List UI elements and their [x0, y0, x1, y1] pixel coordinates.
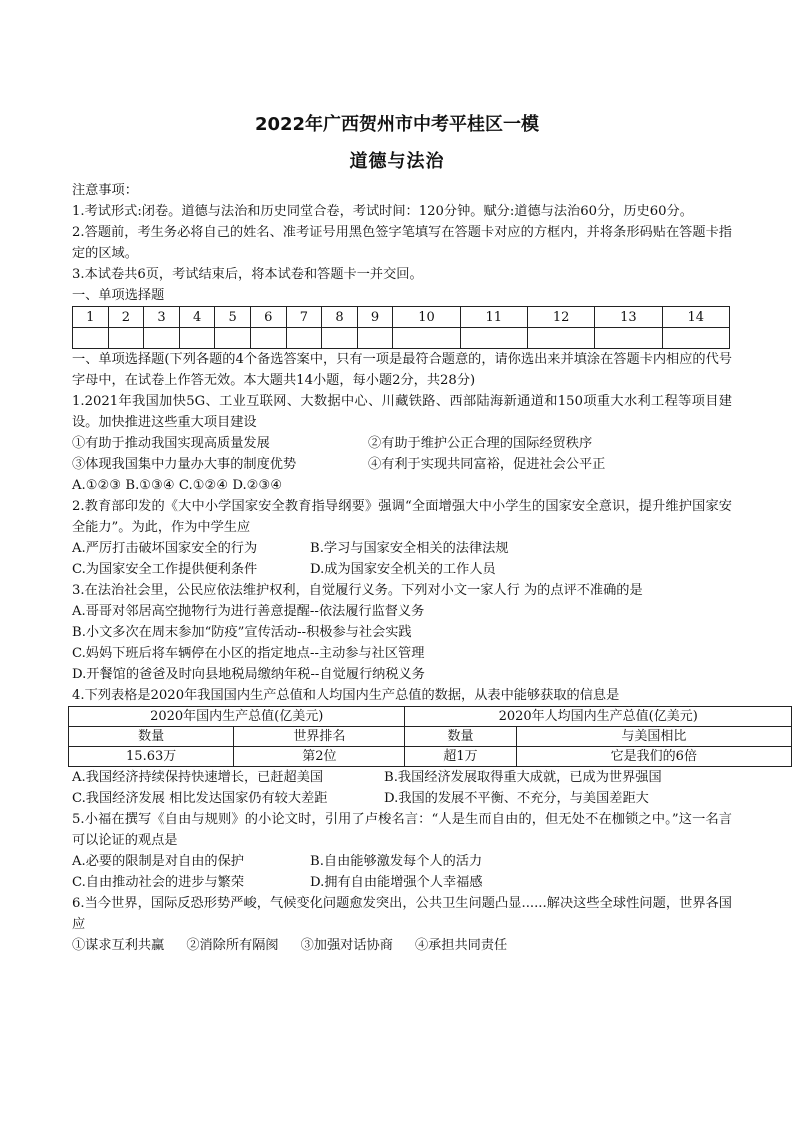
table-cell: 它是我们的6倍	[516, 747, 791, 767]
table-subheader: 与美国相比	[516, 727, 791, 747]
option-row	[72, 767, 794, 788]
table-subheader-row	[69, 727, 792, 747]
option-b: B.我国经济发展取得重大成就，已成为世界强国	[384, 770, 662, 785]
option-d: D.我国的发展不平衡、不充分，与美国差距大	[384, 791, 649, 806]
notice-heading: 注意事项：	[72, 183, 138, 198]
statement: ③加强对话协商	[300, 938, 393, 953]
question-stem: 4.下列表格是2020年我国国内生产总值和人均国内生产总值的数据，从表中能够获取的信息是	[72, 688, 620, 703]
option-d: D.拥有自由能增强个人幸福感	[310, 875, 483, 890]
option-d: D.开餐馆的爸爸及时向县地税局缴纳年税--自觉履行纳税义务	[72, 667, 425, 682]
section-intro: 一、单项选择题(下列各题的4个备选答案中，只有一项是最符合题意的，请你选出来并填涂在答题卡内相应的代号字母中，在试卷上作答无效。本大题共14小题，每小题2分，共28分)	[72, 352, 732, 388]
exam-title: 2022年广西贺州市中考平桂区一模	[254, 114, 540, 135]
answer-grid-number: 6	[250, 307, 286, 328]
question-stem: 6.当今世界，国际反恐形势严峻，气候变化问题愈发突出，公共卫生问题凸显......解决这些全球性问题，世界各国应	[72, 896, 732, 932]
answer-grid-number: 13	[595, 307, 662, 328]
answer-cell[interactable]	[215, 328, 251, 349]
option-c: C.妈妈下班后将车辆停在小区的指定地点--主动参与社区管理	[72, 646, 425, 661]
option-b: B.学习与国家安全相关的法律法规	[310, 541, 509, 556]
option-c: C.我国经济发展 相比发达国家仍有较大差距	[72, 791, 328, 806]
question-stem: 3.在法治社会里，公民应依法维护权利，自觉履行义务。下列对小文一家人行 为的点评不准确的是	[72, 583, 643, 598]
answer-options: A.①②③ B.①③④ C.①②④ D.②③④	[72, 478, 283, 493]
answer-grid-label: 一、单项选择题	[72, 288, 165, 303]
statement: ②消除所有隔阂	[186, 938, 279, 953]
table-subheader: 世界排名	[234, 727, 405, 747]
answer-cell[interactable]	[179, 328, 215, 349]
answer-grid-number: 2	[108, 307, 144, 328]
answer-grid-number: 12	[527, 307, 594, 328]
table-subheader: 数量	[405, 727, 516, 747]
answer-cell[interactable]	[144, 328, 180, 349]
answer-cell[interactable]	[250, 328, 286, 349]
answer-grid	[72, 306, 730, 349]
answer-cell[interactable]	[286, 328, 322, 349]
statement: ④有利于实现共同富裕，促进社会公平正	[368, 457, 606, 472]
statement-row	[72, 935, 732, 956]
option-a: A.必要的限制是对自由的保护	[72, 854, 244, 869]
answer-cell[interactable]	[527, 328, 594, 349]
option-b: B.小文多次在周末参加“防疫”宣传活动--积极参与社会实践	[72, 625, 412, 640]
answer-grid-number: 7	[286, 307, 322, 328]
table-subheader: 数量	[69, 727, 234, 747]
answer-grid-number: 10	[393, 307, 460, 328]
answer-grid-number: 8	[322, 307, 358, 328]
answer-cell[interactable]	[393, 328, 460, 349]
table-row	[69, 747, 792, 767]
table-cell: 超1万	[405, 747, 516, 767]
answer-cell[interactable]	[108, 328, 144, 349]
table-header: 2020年人均国内生产总值(亿美元)	[405, 707, 792, 727]
statement: ①有助于推动我国实现高质量发展	[72, 436, 270, 451]
statement-row	[72, 454, 732, 475]
exam-content	[72, 180, 732, 956]
option-row	[72, 851, 732, 872]
answer-grid-numbers	[73, 307, 730, 328]
option-row	[72, 872, 732, 893]
table-cell: 第2位	[234, 747, 405, 767]
notice-item: 2.答题前，考生务必将自己的姓名、准考证号用黑色签字笔填写在答题卡对应的方框内，并将条形码贴在答题卡指定的区域。	[72, 225, 732, 261]
notice-item: 3.本试卷共6页，考试结束后，将本试卷和答题卡一并交回。	[72, 267, 423, 282]
answer-grid-number: 11	[460, 307, 527, 328]
answer-grid-number: 4	[179, 307, 215, 328]
exam-subject: 道德与法治	[349, 151, 445, 172]
answer-grid-number: 3	[144, 307, 180, 328]
statement: ③体现我国集中力量办大事的制度优势	[72, 457, 297, 472]
option-c: C.为国家安全工作提供便利条件	[72, 562, 258, 577]
question-stem: 2.教育部印发的《大中小学国家安全教育指导纲要》强调“全面增强大中小学生的国家安全意识，提升维护国家安全能力”。为此，作为中学生应	[72, 499, 732, 535]
answer-grid-blanks	[73, 328, 730, 349]
table-header: 2020年国内生产总值(亿美元)	[69, 707, 405, 727]
option-c: C.自由推动社会的进步与繁荣	[72, 875, 245, 890]
answer-grid-number: 14	[662, 307, 729, 328]
answer-cell[interactable]	[322, 328, 358, 349]
answer-cell[interactable]	[460, 328, 527, 349]
statement: ①谋求互利共赢	[72, 938, 165, 953]
option-a: A.哥哥对邻居高空抛物行为进行善意提醒--依法履行监督义务	[72, 604, 425, 619]
option-row	[72, 538, 732, 559]
answer-cell[interactable]	[662, 328, 729, 349]
option-row	[72, 559, 732, 580]
notice-item: 1.考试形式:闭卷。道德与法治和历史同堂合卷，考试时间：120分钟。赋分:道德与法治60分，历史60分。	[72, 204, 693, 219]
statement: ④承担共同责任	[414, 938, 508, 953]
table-header-row	[69, 707, 792, 727]
answer-cell[interactable]	[73, 328, 109, 349]
answer-cell[interactable]	[357, 328, 393, 349]
answer-grid-number: 5	[215, 307, 251, 328]
option-a: A.严厉打击破坏国家安全的行为	[72, 541, 258, 556]
statement: ②有助于维护公正合理的国际经贸秩序	[368, 436, 593, 451]
question-stem: 1.2021年我国加快5G、工业互联网、大数据中心、川藏铁路、西部陆海新通道和150项重大水利工程等项目建设。加快推进这些重大项目建设	[72, 394, 732, 430]
option-row	[72, 788, 794, 809]
option-b: B.自由能够激发每个人的活力	[310, 854, 483, 869]
answer-grid-number: 1	[73, 307, 109, 328]
option-a: A.我国经济持续保持快速增长，已赶超美国	[72, 770, 324, 785]
answer-grid-number: 9	[357, 307, 393, 328]
statement-row	[72, 433, 732, 454]
gdp-table	[68, 706, 792, 767]
answer-cell[interactable]	[595, 328, 662, 349]
question-stem: 5.小福在撰写《自由与规则》的小论文时，引用了卢梭名言：“人是生而自由的，但无处不在枷锁之中。”这一名言可以论证的观点是	[72, 812, 732, 848]
table-cell: 15.63万	[69, 747, 234, 767]
option-d: D.成为国家安全机关的工作人员	[310, 562, 496, 577]
